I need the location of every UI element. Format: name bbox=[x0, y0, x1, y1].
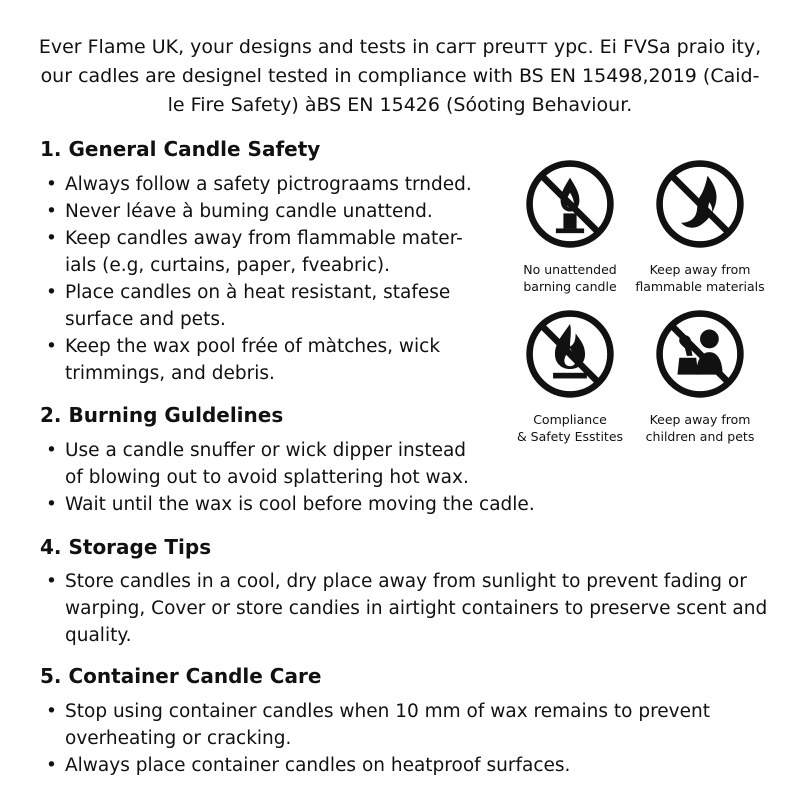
intro-line: le Fire Safety) àBS EN 15426 (Sóoting Behaviour. bbox=[167, 94, 633, 116]
section-title-storage-tips: 4. Storage Tips bbox=[40, 535, 212, 559]
intro-paragraph bbox=[30, 33, 770, 120]
no-children-pets-icon bbox=[653, 307, 747, 401]
pictogram-caption: Keep away from flammable materials bbox=[635, 262, 765, 294]
section-title-general-safety: 1. General Candle Safety bbox=[40, 137, 321, 161]
section-title-burning-guidelines: 2. Burning Guldelines bbox=[40, 403, 284, 427]
storage-tips-list bbox=[44, 568, 767, 649]
general-safety-list bbox=[44, 171, 472, 387]
pictogram-flammable-materials bbox=[625, 157, 775, 295]
pictogram-caption: Compliance & Safety Esstites bbox=[516, 412, 624, 444]
pictogram-caption: No unattended barning candle bbox=[523, 262, 617, 294]
section-title-container-care: 5. Container Candle Care bbox=[40, 664, 322, 688]
no-candle-icon bbox=[523, 157, 617, 251]
list-item: • Use a candle snuffer or wick dipper instead of blowing out to avoid splattering hot wax. bbox=[44, 437, 535, 491]
intro-line: our cadles are designel tested in compliance with BS EN 15498,2019 (Caid- bbox=[40, 65, 760, 87]
list-item: • Wait until the wax is cool before moving the cadle. bbox=[44, 491, 535, 518]
list-item: • Keep the wax pool frée of màtches, wick trimmings, and debris. bbox=[44, 333, 472, 387]
list-item: • Always follow a safety pictrograams trnded. bbox=[44, 171, 472, 198]
list-item: • Never léave à buming candle unattend. bbox=[44, 198, 472, 225]
list-item: • Keep candles away from flammable mater- ials (e.g, curtains, paper, fveabric). bbox=[44, 225, 472, 279]
list-item: • Stop using container candles when 10 mm of wax remains to prevent overheating or cracking. bbox=[44, 698, 710, 752]
intro-line: Ever Flame UK, your designs and tests in carт preuтт урс. Ei FVSa praio ity, bbox=[38, 36, 762, 58]
pictogram-no-unattended-candle bbox=[495, 157, 645, 295]
no-fire-candle-icon bbox=[523, 307, 617, 401]
burning-guidelines-list bbox=[44, 437, 535, 518]
container-care-list bbox=[44, 698, 710, 779]
pictogram-compliance-safety bbox=[495, 307, 645, 445]
pictogram-children-pets bbox=[625, 307, 775, 445]
pictogram-caption: Keep away from children and pets bbox=[645, 412, 755, 444]
list-item: • Store candles in a cool, dry place away from sunlight to prevent fading or warping, Cover or store candies in airtight containers to preserve scent and quality. bbox=[44, 568, 767, 649]
no-flame-icon bbox=[653, 157, 747, 251]
list-item: • Place candles on à heat resistant, stafese surface and pets. bbox=[44, 279, 472, 333]
list-item: • Always place container candles on heatproof surfaces. bbox=[44, 752, 710, 779]
